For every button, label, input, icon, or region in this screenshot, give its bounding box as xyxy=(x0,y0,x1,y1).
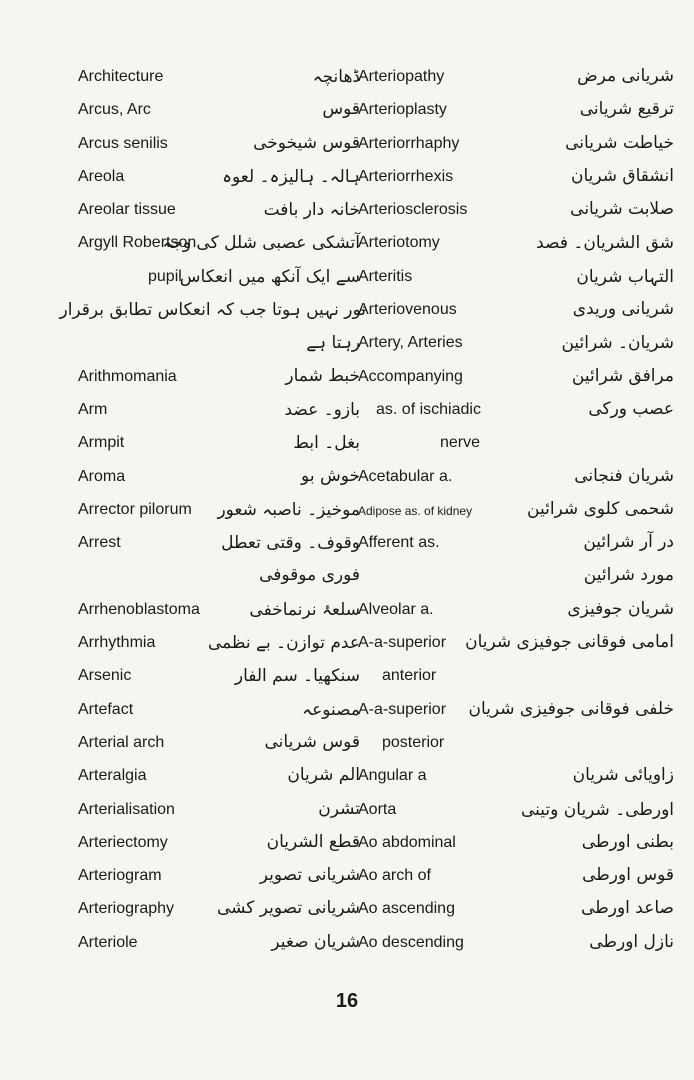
english-term: Arteriorrhexis xyxy=(358,167,454,185)
dictionary-entry xyxy=(358,896,674,929)
urdu-translation: عصب ورکی xyxy=(588,398,674,419)
dictionary-entry xyxy=(78,697,360,730)
dictionary-entry xyxy=(358,364,674,397)
english-term: pupil xyxy=(148,267,182,285)
english-term: Arteriorrhaphy xyxy=(358,134,460,152)
urdu-translation: قوس شریانی xyxy=(264,731,360,752)
urdu-translation: قوس xyxy=(322,99,360,120)
dictionary-entry xyxy=(78,763,360,796)
dictionary-entry xyxy=(78,730,360,763)
urdu-translation: وقوف۔ وقتی تعطل xyxy=(221,533,360,554)
english-term: Accompanying xyxy=(358,367,463,385)
english-term: Arteritis xyxy=(358,267,413,285)
urdu-translation: در آر شرائین xyxy=(583,532,674,553)
urdu-translation: شریانی تصویر کشی xyxy=(216,898,360,919)
dictionary-entry xyxy=(358,330,674,363)
english-term: Arrector pilorum xyxy=(78,500,192,518)
english-term: Aroma xyxy=(78,467,126,485)
urdu-translation: بطنی اورطی xyxy=(581,831,674,852)
urdu-translation: خبط شمار xyxy=(285,365,360,386)
dictionary-entry xyxy=(78,663,360,696)
english-term: Arteriogram xyxy=(78,867,162,885)
urdu-translation: شریانی وریدی xyxy=(572,299,674,320)
english-term: nerve xyxy=(440,434,481,452)
english-term: Argyll Robertson xyxy=(78,234,197,252)
dictionary-entry xyxy=(358,264,674,297)
dictionary-entry xyxy=(358,597,674,630)
urdu-translation: مصنوعہ xyxy=(302,699,360,720)
dictionary-entry xyxy=(358,797,674,830)
dictionary-entry xyxy=(358,630,674,663)
urdu-translation: خیاطت شریانی xyxy=(565,132,674,153)
dictionary-entry xyxy=(78,264,360,297)
dictionary-entry xyxy=(78,397,360,430)
urdu-translation: التہاب شریان xyxy=(576,266,674,287)
urdu-translation: شریان فنجانی xyxy=(574,465,674,486)
dictionary-entry xyxy=(358,730,674,763)
urdu-translation: انشقاق شریان xyxy=(570,165,674,186)
dictionary-entry xyxy=(78,230,360,263)
urdu-translation: نازل اورطی xyxy=(589,931,674,952)
english-term: Arteriovenous xyxy=(358,301,457,319)
english-term: Ao descending xyxy=(358,933,464,951)
english-term: Arsenic xyxy=(78,667,132,685)
dictionary-entry xyxy=(358,297,674,330)
dictionary-entry xyxy=(358,863,674,896)
english-term: Arrhenoblastoma xyxy=(78,600,200,618)
urdu-translation: امامی فوقانی جوفیزی شریان xyxy=(465,632,674,653)
dictionary-entry xyxy=(78,896,360,929)
dictionary-entry xyxy=(78,563,360,596)
english-term: Arcus, Arc xyxy=(78,101,151,119)
english-term: Acetabular a. xyxy=(358,467,453,485)
dictionary-entry xyxy=(78,330,360,363)
urdu-translation: قوس اورطی xyxy=(582,865,674,886)
dictionary-entry xyxy=(358,64,674,97)
english-term: posterior xyxy=(382,733,445,751)
urdu-translation: شریانی تصویر xyxy=(259,865,360,886)
urdu-translation: شریان صغیر xyxy=(271,931,360,952)
dictionary-entry xyxy=(358,697,674,730)
dictionary-entry xyxy=(358,464,674,497)
dictionary-entry xyxy=(78,430,360,463)
english-term: Areolar tissue xyxy=(78,201,176,219)
dictionary-entry xyxy=(59,297,366,330)
urdu-translation: ڈھانچہ xyxy=(312,67,360,87)
dictionary-entry xyxy=(358,97,674,130)
urdu-translation: قوس شیخوخی xyxy=(253,132,360,153)
urdu-translation: موخیز۔ ناصبہ شعور xyxy=(217,499,360,520)
right-column xyxy=(358,64,674,963)
urdu-translation: زاویائی شریان xyxy=(572,765,674,786)
dictionary-entry xyxy=(358,230,674,263)
english-term: Artery, Arteries xyxy=(358,334,463,352)
english-term: Arteriography xyxy=(78,900,175,918)
urdu-translation: صاعد اورطی xyxy=(581,898,674,919)
english-term: Alveolar a. xyxy=(358,600,434,618)
english-term: Arrest xyxy=(78,534,121,552)
urdu-translation: خلفی فوقانی جوفیزی شریان xyxy=(468,698,674,719)
dictionary-entry xyxy=(78,164,360,197)
urdu-translation: شحمی کلوی شرائین xyxy=(527,498,674,519)
urdu-translation: خوش بو xyxy=(301,465,360,486)
english-term: anterior xyxy=(382,667,437,685)
dictionary-entry xyxy=(78,830,360,863)
english-term: Architecture xyxy=(78,68,164,85)
english-term: Areola xyxy=(78,167,125,185)
english-term: Arcus senilis xyxy=(78,134,168,152)
english-term: Angular a xyxy=(358,767,427,785)
dictionary-entry xyxy=(78,797,360,830)
english-term: Adipose as. of kidney xyxy=(358,503,473,518)
urdu-translation: سنکھیا۔ سم الفار xyxy=(234,666,360,687)
urdu-translation: شریانی مرض xyxy=(577,66,674,86)
left-column xyxy=(59,64,366,963)
urdu-translation: آتشکی عصبی شلل کی وجہ xyxy=(162,233,360,254)
urdu-translation: فوری موقوفی xyxy=(259,565,360,586)
dictionary-entry xyxy=(358,930,674,963)
english-term: Afferent as. xyxy=(358,534,440,552)
urdu-translation: رہتا ہے xyxy=(306,333,360,354)
dictionary-entry xyxy=(78,197,360,230)
urdu-translation: شریان جوفیزی xyxy=(567,598,674,619)
dictionary-entry xyxy=(78,930,360,963)
english-term: Arrhythmia xyxy=(78,634,156,652)
dictionary-entry xyxy=(78,64,360,97)
dictionary-entry xyxy=(78,464,360,497)
urdu-translation: قطع الشریان xyxy=(266,831,360,852)
urdu-translation: سلعۂ نرنماخفی xyxy=(249,599,360,620)
english-term: A-a-superior xyxy=(358,634,447,652)
urdu-translation: خانہ دار بافت xyxy=(263,200,360,221)
dictionary-entry xyxy=(78,364,360,397)
dictionary-entry xyxy=(358,530,674,563)
dictionary-entry xyxy=(358,430,674,463)
dictionary-entry xyxy=(358,763,674,796)
english-term: Artefact xyxy=(78,700,134,718)
english-term: Arteralgia xyxy=(78,767,147,785)
english-term: Arteriectomy xyxy=(78,833,168,851)
urdu-translation: تشرن xyxy=(318,798,360,819)
dictionary-entry xyxy=(78,97,360,130)
english-term: Arterial arch xyxy=(78,733,165,751)
urdu-translation: ہالہ۔ ہالیزہ۔ لعوہ xyxy=(222,166,360,187)
english-term: Aorta xyxy=(358,800,397,818)
urdu-translation: شق الشریان۔ فصد xyxy=(536,233,674,254)
dictionary-entry xyxy=(358,663,674,696)
urdu-translation: بازو۔ عضد xyxy=(284,399,360,420)
dictionary-entry xyxy=(358,131,674,164)
english-term: Arteriosclerosis xyxy=(358,201,468,219)
dictionary-entry xyxy=(358,497,674,530)
urdu-translation: سے ایک آنکھ میں انعکاس xyxy=(179,266,360,287)
urdu-translation: بغل۔ ابط xyxy=(293,433,360,454)
english-term: Arterialisation xyxy=(78,800,175,818)
dictionary-entry xyxy=(78,630,360,663)
english-term: Arm xyxy=(78,400,108,418)
dictionary-entry xyxy=(358,830,674,863)
urdu-translation: ترقیع شریانی xyxy=(579,99,674,120)
urdu-translation: الم شریان xyxy=(287,765,360,786)
urdu-translation: شریان۔ شرائین xyxy=(561,333,674,354)
english-term: Ao ascending xyxy=(358,900,455,918)
dictionary-entry xyxy=(78,863,360,896)
dictionary-entry xyxy=(78,497,360,530)
dictionary-entry xyxy=(358,563,674,596)
dictionary-entry xyxy=(358,397,674,430)
dictionary-entry xyxy=(78,597,360,630)
urdu-translation: نور نہیں ہوتا جب کہ انعکاس تطابق برقرار xyxy=(59,300,366,321)
urdu-translation: عدم توازن۔ بے نظمی xyxy=(207,633,360,654)
english-term: Ao abdominal xyxy=(358,833,456,851)
dictionary-entry xyxy=(358,197,674,230)
page-number: 16 xyxy=(335,990,359,1012)
english-term: Arteriopathy xyxy=(358,68,445,85)
dictionary-entry xyxy=(78,530,360,563)
english-term: Armpit xyxy=(78,434,125,452)
english-term: Arterioplasty xyxy=(358,101,447,119)
urdu-translation: اورطی۔ شریان وتینی xyxy=(521,799,674,820)
dictionary-entry xyxy=(78,131,360,164)
english-term: Ao arch of xyxy=(358,867,431,885)
urdu-translation: مورد شرائین xyxy=(583,565,674,586)
english-term: as. of ischiadic xyxy=(376,400,481,418)
english-term: Arteriotomy xyxy=(358,234,440,252)
english-term: Arithmomania xyxy=(78,367,177,385)
urdu-translation: مرافق شرائین xyxy=(571,365,674,386)
urdu-translation: صلابت شریانی xyxy=(570,199,674,220)
english-term: A-a-superior xyxy=(358,700,447,718)
dictionary-entry xyxy=(358,164,674,197)
english-term: Arteriole xyxy=(78,933,138,951)
